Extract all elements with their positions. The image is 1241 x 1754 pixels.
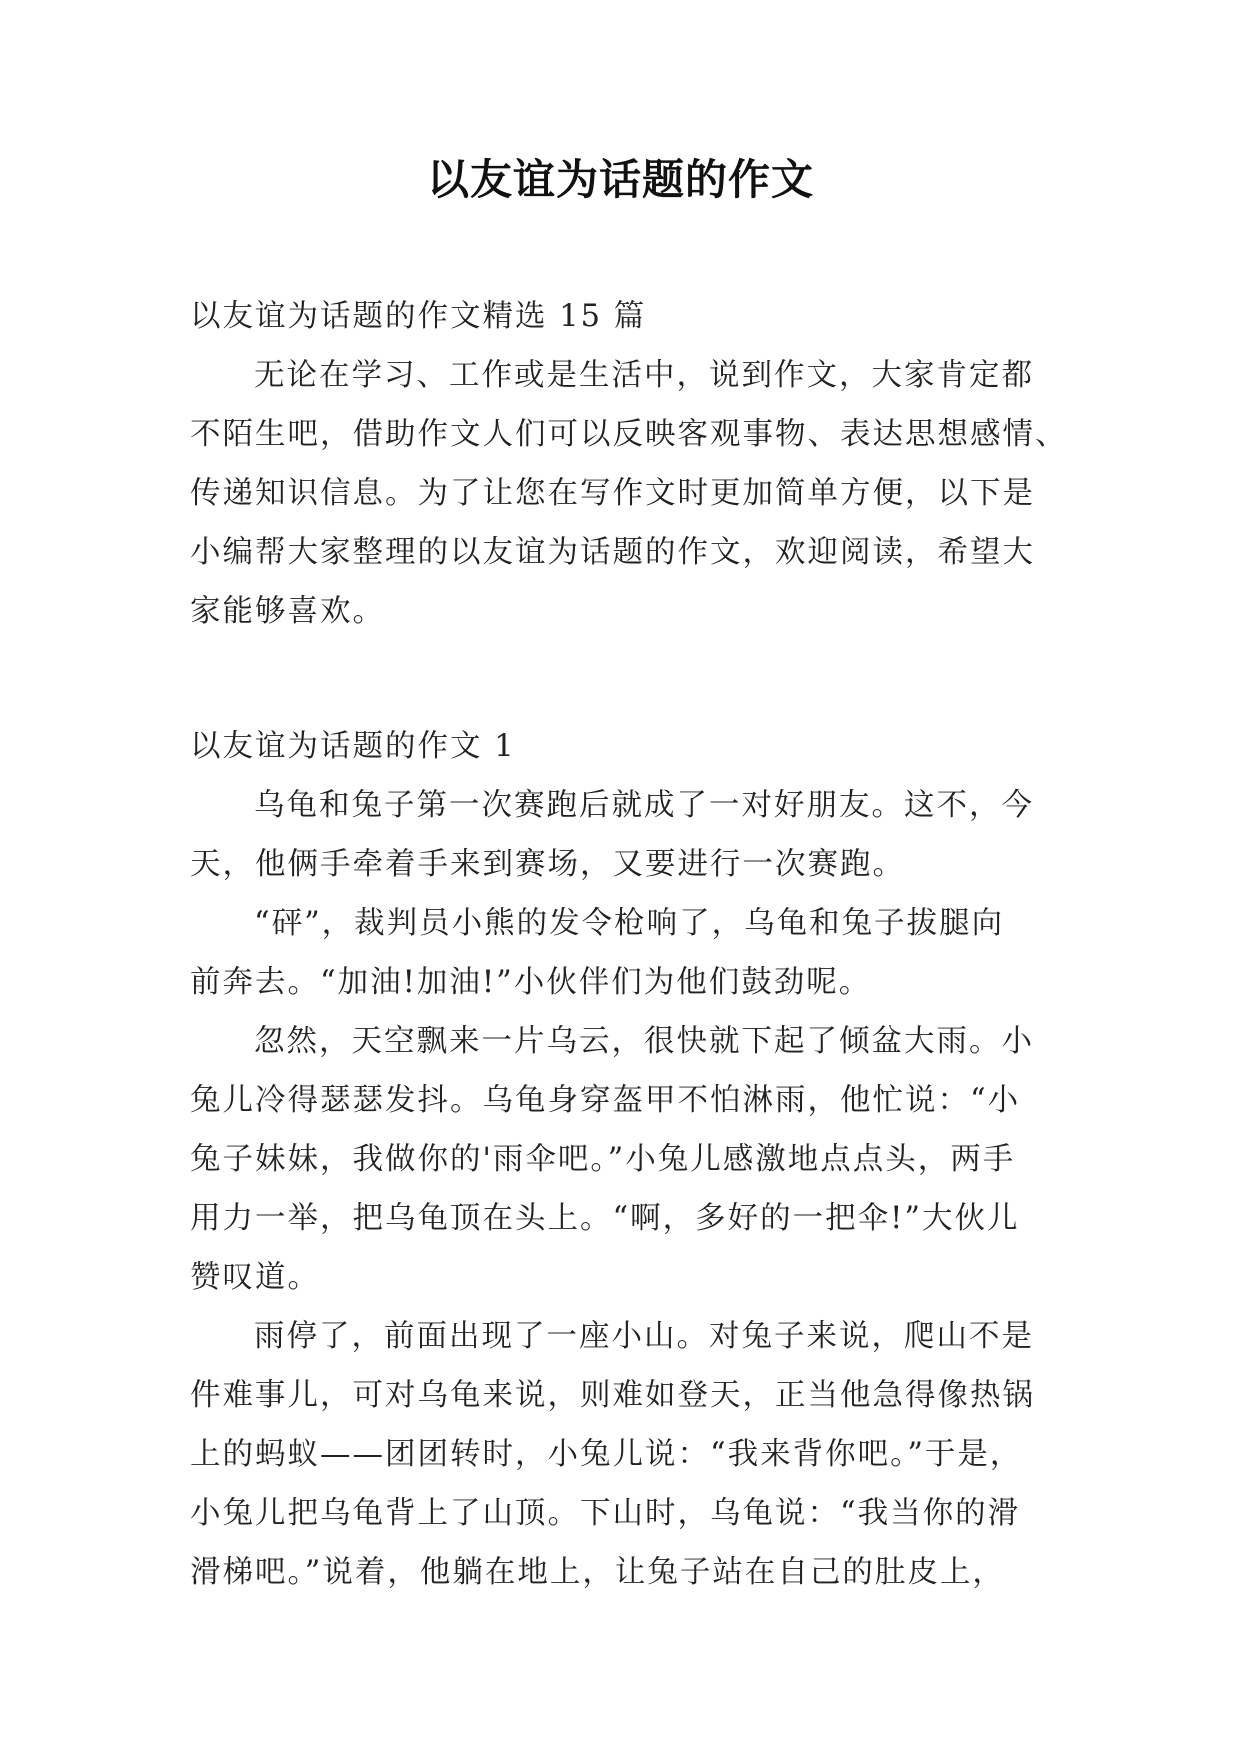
document-body [190,287,1068,1602]
paragraph-line: 雨停了，前面出现了一座小山。对兔子来说，爬山不是 [254,1319,1034,1354]
paragraph-line: 件难事儿，可对乌龟来说，则难如登天，正当他急得像热锅 [190,1378,1035,1413]
paragraph-line: 兔儿冷得瑟瑟发抖。乌龟身穿盔甲不怕淋雨，他忙说：“小 [190,1083,1021,1118]
intro-line: 不陌生吧，借助作文人们可以反映客观事物、表达思想感情、 [190,417,1068,452]
document-subtitle: 以友谊为话题的作文精选 15 篇 [190,299,647,334]
paragraph-line: 前奔去。“加油!加油!”小伙伴们为他们鼓劲呢。 [190,965,872,1000]
intro-line: 小编帮大家整理的以友谊为话题的作文，欢迎阅读，希望大 [190,535,1035,570]
paragraph-line: 忽然，天空飘来一片乌云，很快就下起了倾盆大雨。小 [254,1024,1034,1059]
intro-line: 家能够喜欢。 [190,594,385,629]
paragraph-line: 兔子妹妹，我做你的'雨伞吧。”小兔儿感激地点点头，两手 [190,1142,1016,1177]
paragraph-line: 天，他俩手牵着手来到赛场，又要进行一次赛跑。 [190,847,905,882]
intro-paragraph [190,346,1068,641]
essay-paragraph [190,776,1062,894]
paragraph-line: 赞叹道。 [190,1260,320,1295]
paragraph-line: “砰”，裁判员小熊的发令枪响了，乌龟和兔子拔腿向 [254,906,1005,941]
essay-paragraph [190,894,1062,1012]
intro-line: 传递知识信息。为了让您在写作文时更加简单方便，以下是 [190,476,1035,511]
essay-paragraph [190,1307,1062,1602]
section-spacer [190,641,1062,717]
paragraph-line: 乌龟和兔子第一次赛跑后就成了一对好朋友。这不，今 [254,788,1034,823]
document-title: 以友谊为话题的作文 [426,155,814,204]
intro-line: 无论在学习、工作或是生活中，说到作文，大家肯定都 [254,358,1034,393]
paragraph-line: 小兔儿把乌龟背上了山顶。下山时，乌龟说：“我当你的滑 [190,1496,1021,1531]
paragraph-line: 上的蚂蚁——团团转时，小兔儿说：“我来背你吧。”于是， [190,1437,1023,1472]
paragraph-line: 用力一举，把乌龟顶在头上。“啊，多好的一把伞!”大伙儿 [190,1201,1020,1236]
section-heading: 以友谊为话题的作文 1 [190,729,516,764]
paragraph-line: 滑梯吧。”说着，他躺在地上，让兔子站在自己的肚皮上， [190,1555,1005,1590]
essay-paragraph [190,1012,1062,1307]
